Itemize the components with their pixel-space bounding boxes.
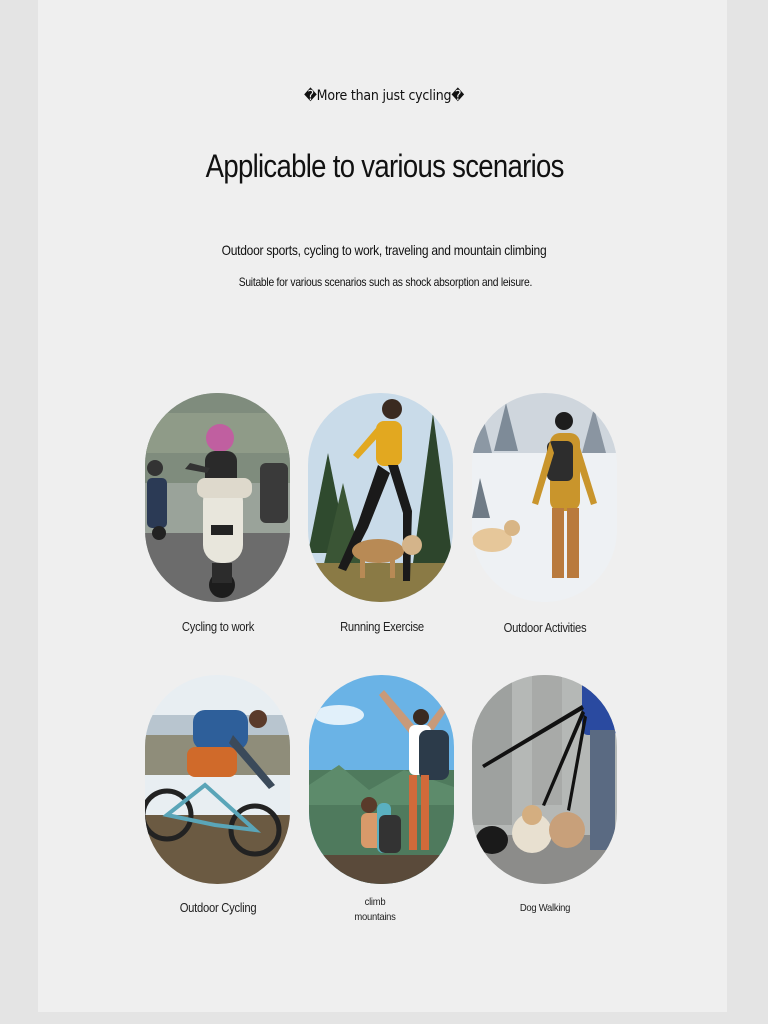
dog-walker-photo <box>472 675 617 884</box>
section-title: Applicable to various scenarios <box>205 148 564 184</box>
scenario-caption: Running Exercise <box>340 620 424 634</box>
scooter-commuter-photo <box>145 393 290 602</box>
caption-line-1: climb <box>364 896 386 908</box>
snow-hiker-photo <box>472 393 617 602</box>
scenario-caption: Outdoor Activities <box>503 621 587 635</box>
scenario-caption: Dog Walking <box>519 902 571 914</box>
scenario-caption <box>303 895 447 925</box>
description-line-1: Outdoor sports, cycling to work, traveling and mountain climbing <box>221 242 547 258</box>
description-line-2: Suitable for various scenarios such as shock absorption and leisure. <box>238 275 533 289</box>
scenario-caption: Outdoor Cycling <box>179 901 257 915</box>
caption-line-2: mountains <box>354 911 396 923</box>
scenario-caption: Cycling to work <box>181 620 255 634</box>
mountain-biker-photo <box>145 675 290 884</box>
mountain-climbers-photo <box>309 675 454 884</box>
section-subtitle: �More than just cycling� <box>303 88 465 104</box>
runner-with-dog-photo <box>308 393 453 602</box>
